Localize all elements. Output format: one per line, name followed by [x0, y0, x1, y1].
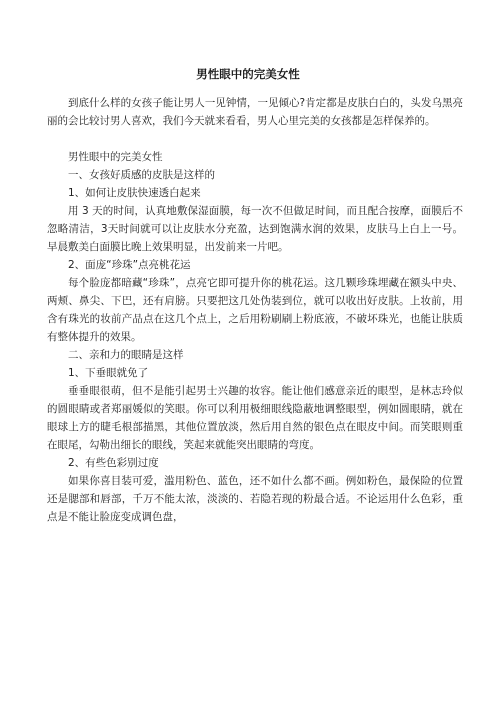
subsection-heading: 2、面庞“珍珠”点亮桃花运	[68, 259, 191, 271]
paragraph-spacer	[47, 130, 463, 148]
section-heading: 一、女孩好质感的皮肤是这样的	[68, 169, 215, 181]
paragraph-intro: 到底什么样的女孩子能让男人一见钟情，一见倾心?肯定都是皮肤白白的，头发乌黑亮丽的会比较讨男人喜欢，我们今天就来看看，男人心里完美的女孩都是怎样保养的。	[47, 97, 463, 127]
subsection-heading: 1、如何让皮肤快速透白起来	[68, 187, 201, 199]
paragraph-body: 如果你喜目装可爱，滥用粉色、蓝色，还不如什么都不画。例如粉色，最保险的位置还是腮部和唇部，千万不能太浓，淡淡的、若隐若现的粉最合适。不论运用什么色彩，重点是不能让脸庞变成调色盘，	[47, 475, 463, 523]
subsection-heading: 1、下垂眼就免了	[68, 367, 149, 379]
paragraph-body: 每个脸庞都暗藏“珍珠”，点亮它即可提升你的桃花运。这几颗珍珠埋藏在额头中央、两颊、鼻尖、下巴，还有肩膀。只要把这几处伪装到位，就可以收出好皮肤。上妆前，用含有珠光的妆前产品点在这几个点上，之后用粉刷刷上粉底液，不破坏珠光，也能让肤质有整体提升的效果。	[47, 277, 463, 343]
page-title: 男性眼中的完美女性	[196, 67, 300, 81]
section-heading: 男性眼中的完美女性	[68, 151, 163, 163]
paragraph-body: 用 3 天的时间，认真地敷保湿面膜，每一次不但做足时间，而且配合按摩，面膜后不忽略清洁，3天时间就可以让皮肤水分充盈，达到饱满水润的效果，皮肤马上白上一号。早晨敷美白面膜比晚上效果明显，出发前来一片吧。	[47, 205, 463, 253]
section-heading: 二、亲和力的眼睛是这样	[68, 349, 184, 361]
subsection-heading: 2、有些色彩别过度	[68, 457, 159, 469]
document-body	[47, 94, 463, 526]
paragraph-body: 垂垂眼很萌，但不是能引起男士兴趣的妆容。能让他们感意亲近的眼型，是林志玲似的圆眼睛或者郑丽媛似的笑眼。你可以利用极细眼线隐蔽地调整眼型，例如圆眼睛，就在眼球上方的睫毛根部描黑，其他位置放淡，然后用自然的银色点在眼皮中间。而笑眼则重在眼尾，勾勒出细长的眼线，笑起来就能突出眼睛的弯度。	[47, 385, 463, 451]
